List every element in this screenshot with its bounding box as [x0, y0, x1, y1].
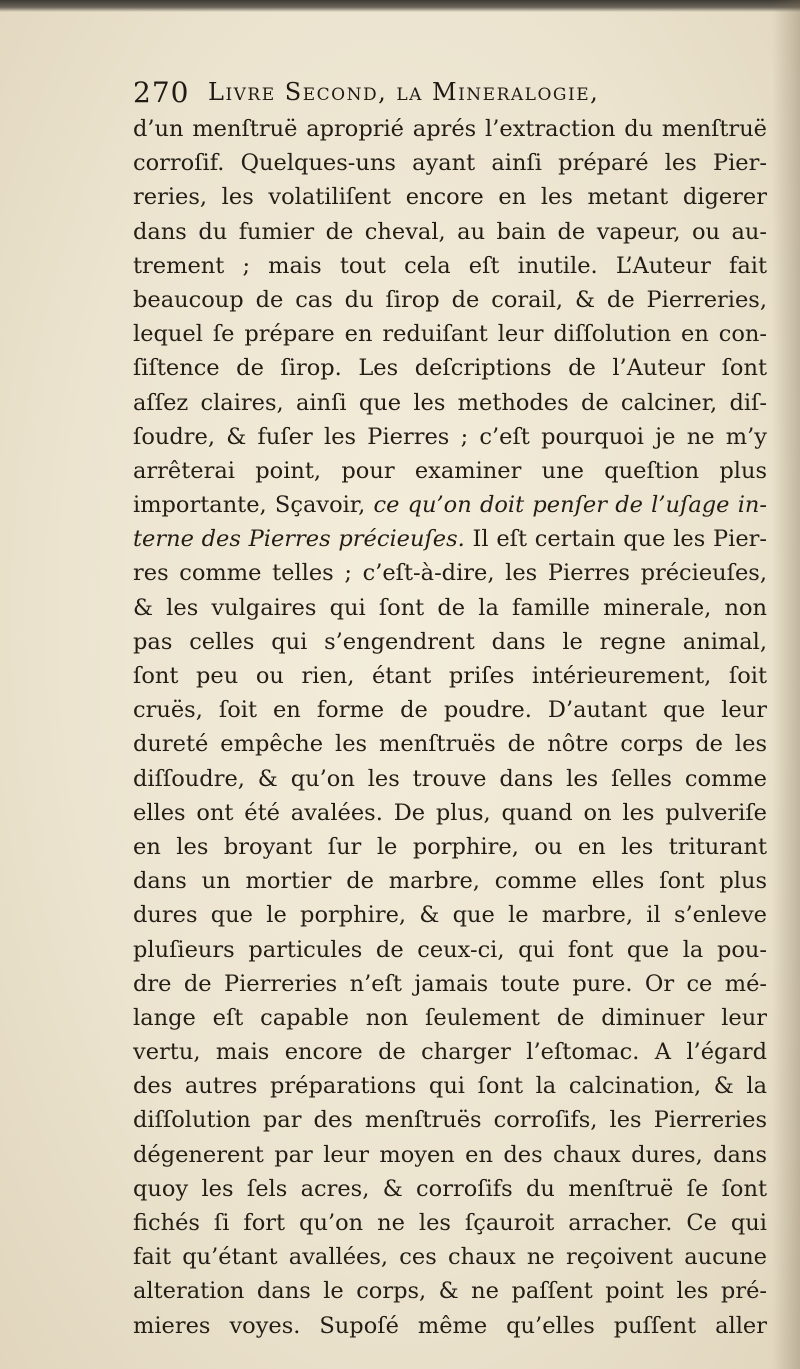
text-span: corroſif. Quelques-uns ayant ainſi préparé les Pier-	[133, 150, 767, 177]
text-line	[133, 591, 767, 625]
text-line	[133, 1103, 767, 1137]
text-span: lange eſt capable non ſeulement de diminuer leur	[133, 1004, 767, 1031]
text-line	[133, 933, 767, 967]
text-line	[133, 249, 767, 283]
text-line	[133, 1001, 767, 1035]
text-line	[133, 283, 767, 317]
text-line	[133, 1069, 767, 1103]
text-span: en les broyant ſur le porphire, ou en les triturant	[133, 833, 767, 860]
text-span: vertu, mais encore de charger l’eſtomac. A l’égard	[133, 1039, 767, 1066]
text-span: importante, Sçavoir,	[133, 492, 374, 519]
text-line	[133, 1035, 767, 1069]
text-span: Il eſt certain que les Pier-	[464, 526, 767, 553]
text-span: dégenerent par leur moyen en des chaux dures, dans	[133, 1141, 767, 1168]
page-gutter-shadow	[772, 0, 800, 1369]
text-span: pluſieurs particules de ceux-ci, qui font que la pou-	[133, 936, 767, 963]
text-span: diſſolution par des menſtruës corroſifs, les Pierreries	[133, 1107, 767, 1134]
italic-text: terne des Pierres précieuſes.	[133, 526, 465, 553]
text-line	[133, 967, 767, 1001]
text-line	[133, 146, 767, 180]
text-span: ſoudre, & fuſer les Pierres ; c’eſt pourquoi je ne m’y	[133, 423, 767, 450]
text-span: alteration dans le corps, & ne paſſent point les pré-	[133, 1278, 767, 1305]
text-line	[133, 864, 767, 898]
text-span: cruës, ſoit en forme de poudre. D’autant que leur	[133, 697, 767, 724]
text-span: trement ; mais tout cela eſt inutile. L’Auteur fait	[133, 252, 767, 279]
text-line	[133, 693, 767, 727]
text-span: quoy les ſels acres, & corroſifs du menſtruë ſe ſont	[133, 1175, 767, 1202]
text-line	[133, 386, 767, 420]
page-top-edge	[0, 0, 800, 12]
text-line	[133, 1240, 767, 1274]
text-line	[133, 796, 767, 830]
text-line	[133, 454, 767, 488]
text-span: diſſoudre, & qu’on les trouve dans les ſelles comme	[133, 765, 767, 792]
text-span: arrêterai point, pour examiner une queſtion plus	[133, 457, 767, 484]
text-line	[133, 215, 767, 249]
page-number: 270	[133, 76, 190, 109]
text-line	[133, 522, 767, 556]
text-span: dans du fumier de cheval, au bain de vapeur, ou au-	[133, 218, 767, 245]
text-line	[133, 830, 767, 864]
text-line	[133, 1309, 767, 1343]
text-line	[133, 1172, 767, 1206]
text-line	[133, 420, 767, 454]
text-span: dre de Pierreries n’eſt jamais toute pure. Or ce mé-	[133, 970, 767, 997]
text-span: dures que le porphire, & que le marbre, il s’enleve	[133, 902, 767, 929]
text-line	[133, 112, 767, 146]
text-span: elles ont été avalées. De plus, quand on les pulveriſe	[133, 799, 767, 826]
text-span: beaucoup de cas du ſirop de corail, & de Pierreries,	[133, 286, 767, 313]
text-line	[133, 659, 767, 693]
text-span: pas celles qui s’engendrent dans le regne animal,	[133, 628, 767, 655]
text-span: res comme telles ; c’eſt-à-dire, les Pierres précieuſes,	[133, 560, 767, 587]
text-line	[133, 180, 767, 214]
text-line	[133, 762, 767, 796]
italic-text: ce qu’on doit penſer de l’uſage in-	[373, 492, 767, 519]
text-span: mieres voyes. Supoſé même qu’elles puſſent aller	[133, 1312, 767, 1339]
text-span: fichés ſi fort qu’on ne les ſçauroit arracher. Ce qui	[133, 1210, 767, 1236]
text-span: aſſez claires, ainſi que les methodes de calciner, diſ-	[133, 389, 767, 416]
text-line	[133, 1274, 767, 1308]
text-span: ſont peu ou rien, étant priſes intérieurement, ſoit	[133, 663, 767, 689]
text-line	[133, 898, 767, 932]
page-header	[133, 76, 773, 116]
text-span: des autres préparations qui ſont la calcination, & la	[133, 1073, 767, 1100]
text-line	[133, 625, 767, 659]
text-span: dureté empêche les menſtruës de nôtre corps de les	[133, 731, 767, 758]
text-line	[133, 1206, 767, 1240]
text-line	[133, 317, 767, 351]
body-text	[133, 112, 767, 1343]
text-line	[133, 1138, 767, 1172]
text-span: dans un mortier de marbre, comme elles ſont plus	[133, 868, 767, 895]
running-head: Livre Second, la Mineralogie,	[208, 78, 600, 106]
text-line	[133, 488, 767, 522]
text-span: & les vulgaires qui ſont de la famille minerale, non	[133, 594, 767, 621]
text-span: ſiſtence de ſirop. Les deſcriptions de l’Auteur ſont	[133, 355, 767, 382]
text-span: reries, les volatiliſent encore en les metant digerer	[133, 184, 767, 211]
text-line	[133, 556, 767, 590]
text-span: fait qu’étant avallées, ces chaux ne reçoivent aucune	[133, 1244, 767, 1271]
text-span: lequel ſe prépare en reduiſant leur diſſolution en con-	[133, 321, 767, 348]
text-line	[133, 351, 767, 385]
text-span: d’un menſtruë aproprié aprés l’extraction du menſtruë	[133, 116, 767, 142]
text-line	[133, 727, 767, 761]
